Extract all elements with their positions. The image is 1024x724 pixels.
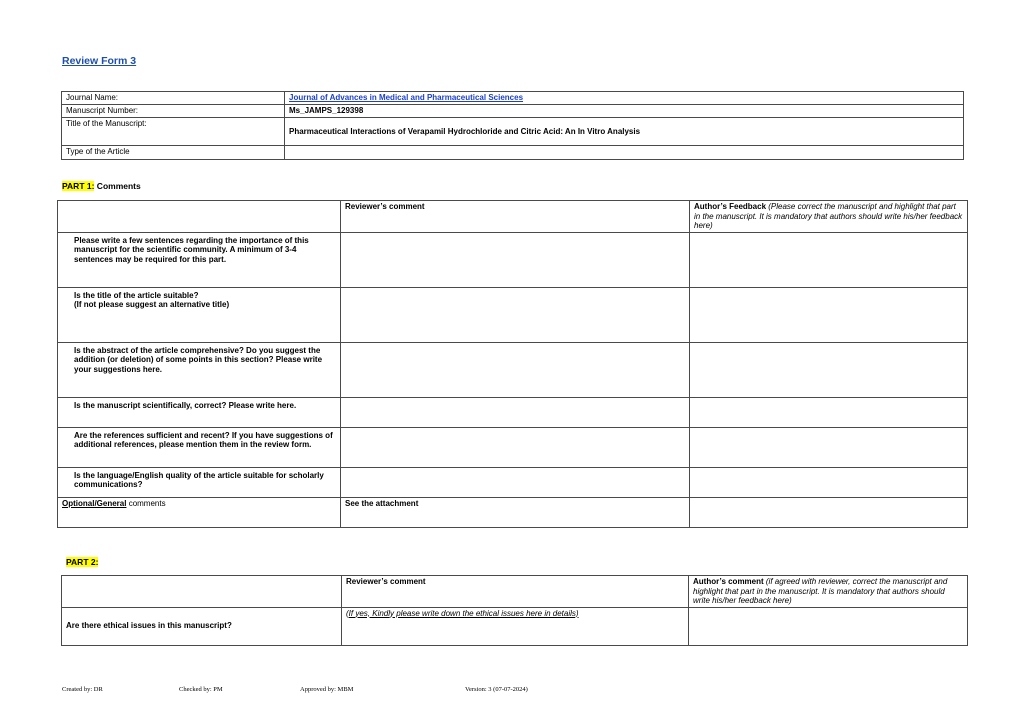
optional-reviewer-comment[interactable]: See the attachment (341, 497, 690, 527)
author-feedback-cell[interactable] (690, 232, 968, 287)
ethical-issues-reviewer-cell[interactable] (342, 607, 689, 645)
part2-author-header-bold: Author’s comment (693, 577, 764, 586)
part1-label-rest: Comments (94, 181, 141, 191)
question-language: Is the language/English quality of the article suitable for scholarly communications? (58, 467, 341, 497)
footer-approved-by: Approved by: MBM (300, 686, 354, 693)
part2-author-header-note: (if agreed with reviewer, correct the manuscript and highlight that part in the manuscript. It is mandatory that authors should write his/her feedback here) (693, 577, 948, 605)
reviewer-comment-cell[interactable] (341, 232, 690, 287)
journal-name-label: Journal Name: (62, 92, 285, 105)
author-feedback-cell[interactable] (690, 427, 968, 467)
question-abstract: Is the abstract of the article comprehensive? Do you suggest the addition (or deletion) of some points in this section? Please write your suggestions here. (58, 342, 341, 397)
question-title: Is the title of the article suitable? (If not please suggest an alternative title) (58, 287, 341, 342)
author-feedback-header-note: (Please correct the manuscript and highlight that part in the manuscript. It is mandatory that authors should write his/her feedback here) (694, 202, 963, 230)
ethical-issues-note: (If yes, Kindly please write down the ethical issues here in details) (346, 608, 579, 618)
reviewer-comment-header: Reviewer’s comment (341, 201, 690, 233)
author-feedback-header (690, 201, 968, 233)
footer-created-by: Created by: DR (62, 686, 103, 693)
article-type-value[interactable] (285, 146, 964, 160)
author-feedback-cell[interactable] (690, 467, 968, 497)
footer-version: Version: 3 (07-07-2024) (465, 686, 528, 693)
manuscript-title-value: Pharmaceutical Interactions of Verapamil Hydrochloride and Citric Acid: An In Vitro Analysis (285, 118, 964, 146)
part2-author-comment-header (689, 576, 968, 608)
question-scientific: Is the manuscript scientifically, correct? Please write here. (58, 397, 341, 427)
footer-checked-by: Checked by: PM (179, 686, 223, 693)
optional-label-rest: comments (126, 498, 166, 508)
author-feedback-cell[interactable] (690, 342, 968, 397)
reviewer-comment-cell[interactable] (341, 287, 690, 342)
reviewer-comment-cell[interactable] (341, 342, 690, 397)
reviewer-comment-cell[interactable] (341, 397, 690, 427)
manuscript-number-label: Manuscript Number: (62, 105, 285, 118)
part2-header-blank (62, 576, 342, 608)
part1-label (62, 181, 141, 191)
manuscript-info-table (61, 91, 964, 160)
part1-header-blank (58, 201, 341, 233)
journal-name-link[interactable]: Journal of Advances in Medical and Pharmaceutical Sciences (289, 93, 524, 102)
author-feedback-cell[interactable] (690, 397, 968, 427)
part1-comments-table (57, 200, 968, 528)
author-feedback-cell[interactable] (690, 287, 968, 342)
article-type-label: Type of the Article (62, 146, 285, 160)
optional-label-bold: Optional/General (62, 498, 127, 508)
ethical-issues-author-cell[interactable] (689, 607, 968, 645)
optional-comments-label (58, 497, 341, 527)
reviewer-comment-cell[interactable] (341, 427, 690, 467)
part2-ethics-table (61, 575, 968, 646)
ethical-issues-question: Are there ethical issues in this manuscript? (62, 607, 342, 645)
author-feedback-header-bold: Author’s Feedback (694, 202, 767, 211)
manuscript-title-label: Title of the Manuscript: (62, 118, 285, 146)
question-references: Are the references sufficient and recent? If you have suggestions of additional references, please mention them in the review form. (58, 427, 341, 467)
optional-author-feedback[interactable] (690, 497, 968, 527)
manuscript-number-value: Ms_JAMPS_129398 (285, 105, 964, 118)
part2-label: PART 2: (66, 557, 99, 567)
reviewer-comment-cell[interactable] (341, 467, 690, 497)
question-importance: Please write a few sentences regarding the importance of this manuscript for the scientific community. A minimum of 3-4 sentences may be required for this part. (58, 232, 341, 287)
part1-label-highlight: PART 1: (62, 181, 95, 191)
form-title: Review Form 3 (62, 55, 137, 67)
part2-reviewer-comment-header: Reviewer’s comment (342, 576, 689, 608)
